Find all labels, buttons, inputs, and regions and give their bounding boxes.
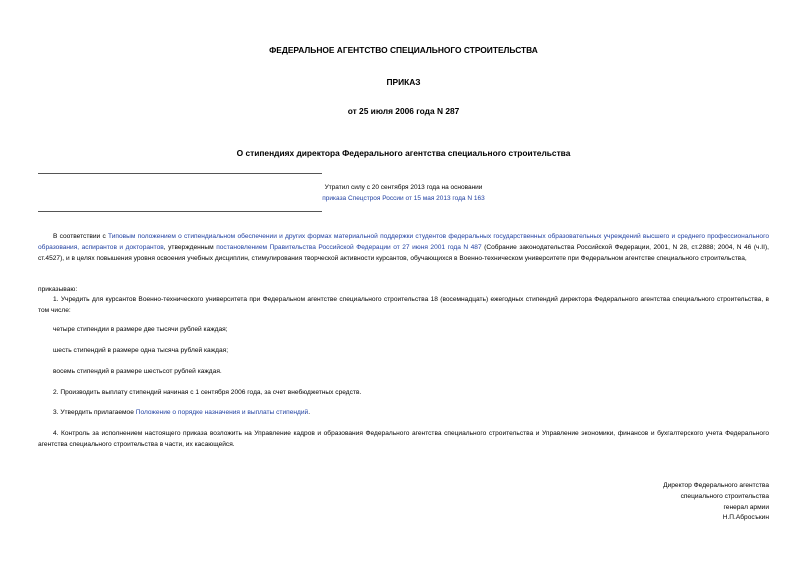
item-3-lead: 3. Утвердить прилагаемое [53, 409, 136, 416]
sub-item-2 [38, 346, 769, 357]
item-3 [38, 408, 769, 419]
signature-line-4: Н.П.Абросъкин [722, 514, 769, 522]
item-1-text: 1. Учредить для курсантов Военно-технического университета при Федеральном агентстве специального строительства 18 (восемнадцать) ежегодных стипендий директора Федерального агентства специального строительства, в том числе: [38, 296, 769, 314]
stipend-regulation-link[interactable]: Положение о порядке назначения и выплаты стипендий [135, 409, 309, 416]
status-note-link[interactable]: приказа Спецстроя России от 15 мая 2013 года N 163 [322, 195, 485, 202]
signature-line-3: генерал армии [723, 503, 769, 511]
signature-block [569, 481, 769, 524]
sub-item-3 [38, 367, 769, 378]
item-3-text [38, 408, 769, 419]
preamble-text: , утвержденным [163, 243, 217, 251]
preamble-paragraph [38, 232, 769, 264]
item-1 [38, 295, 769, 317]
signature-line-1: Директор Федерального агентства [663, 482, 769, 489]
preamble-text: В соответствии с [53, 233, 108, 240]
item-3-end: . [308, 409, 311, 416]
agency-name: ФЕДЕРАЛЬНОЕ АГЕНТСТВО СПЕЦИАЛЬНОГО СТРОИТЕЛЬСТВА [269, 45, 538, 55]
sub-item-1 [38, 325, 769, 336]
item-4 [38, 429, 769, 451]
signature-line-2: специального строительства [680, 492, 769, 500]
item-4-text: 4. Контроль за исполнением настоящего приказа возложить на Управление кадров и образования Федерального агентства специального строительства и Управление экономики, финансов и бухгалтерского учета Федерального агентства специального строительства в части, их касающейся. [38, 430, 769, 448]
item-2 [38, 388, 769, 399]
document-type: ПРИКАЗ [386, 77, 421, 87]
divider-top [38, 173, 322, 174]
sub-item-2-text: шесть стипендий в размере одна тысяча рублей каждая; [53, 347, 229, 354]
government-decree-link[interactable]: постановлением Правительства Российской Федерации от 27 июня 2001 года N 487 [216, 243, 482, 251]
document-title: О стипендиях директора Федерального агентства специального строительства [236, 148, 571, 158]
sub-item-1-text: четыре стипендии в размере две тысячи рублей каждая; [53, 326, 228, 333]
typical-regulation-link[interactable]: Типовым положением о стипендиальном обеспечении и других формах материальной поддержки студентов федеральных государственных образовательных учреждений высшего и среднего профессионального образования, аспирантов и докторантов [38, 233, 770, 251]
order-word: приказываю: [38, 286, 78, 293]
item-2-text: 2. Производить выплату стипендий начиная с 1 сентября 2006 года, за счет внебюджетных средств. [53, 389, 362, 396]
document-body [38, 232, 769, 264]
status-note-text: Утратил силу с 20 сентября 2013 года на основании [324, 184, 483, 191]
divider-bottom [38, 211, 322, 212]
sub-item-3-text: восемь стипендий в размере шестьсот рублей каждая. [53, 368, 222, 375]
preamble-text: (Собрание законодательства Российской Федерации, 2001, N 28, ст.2888; 2004, N 46 (ч.II), ст.4527), и в целях повышения уровня освоения учебных дисциплин, стимулирования творческой активности курсантов, обучающихся в Военно-техническом университете при Федеральном агентстве специального строительства, [38, 243, 769, 262]
document-date-number: от 25 июля 2006 года N 287 [347, 106, 460, 116]
